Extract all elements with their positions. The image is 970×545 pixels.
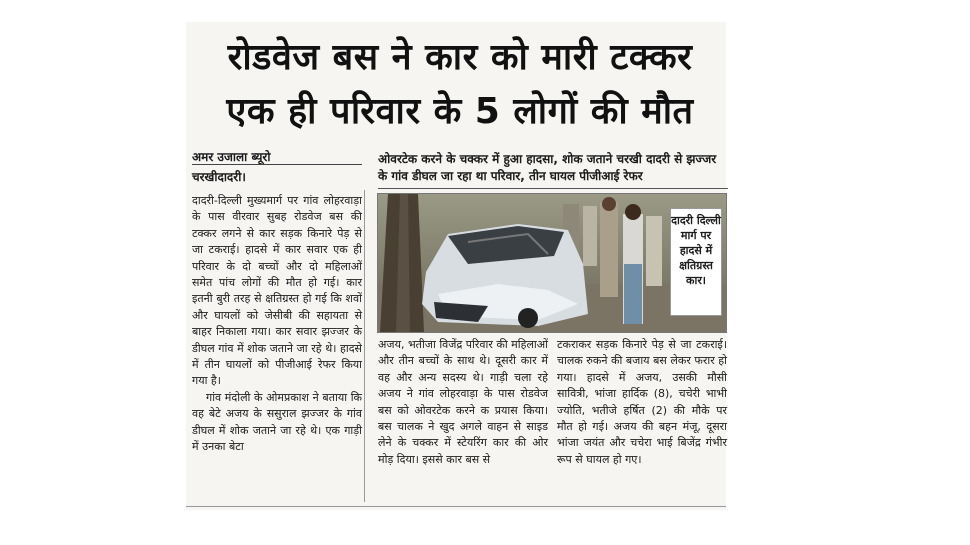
column-divider (364, 190, 365, 502)
photo-caption: दादरी दिल्ली मार्ग पर हादसे में क्षतिग्रस्त कार। (670, 208, 722, 316)
bottom-divider (186, 506, 726, 507)
dateline: चरखीदादरी। (192, 170, 246, 184)
subheadline-divider (378, 188, 728, 189)
article-column-1 (192, 193, 362, 456)
article-column-3 (557, 337, 727, 468)
byline-divider (192, 164, 362, 165)
headline-line-2: एक ही परिवार के 5 लोगों की मौत (226, 91, 694, 132)
article-paragraph: गांव मंदोली के ओमप्रकाश ने बताया कि वह बेटे अजय के ससुराल झज्जर के गांव डीघल में शोक जताने जा रहे थे। एक गाड़ी में उनका बेटा (192, 390, 362, 454)
subheadline: ओवरटेक करने के चक्कर में हुआ हादसा, शोक जताने चरखी दादरी से झज्जर के गांव डीघल जा रहा था परिवार, तीन घायल पीजीआई रेफर (378, 152, 717, 183)
article-paragraph: दादरी-दिल्ली मुख्यमार्ग पर गांव लोहरवाड़ा के पास वीरवार सुबह रोडवेज बस की टक्कर लगने से कार सड़क किनारे पेड़ से जा टकराई। हादसे में कार सवार एक ही परिवार के दो बच्चों और दो महिलाओं समेत पांच लोगों की मौत हो गई। कार इतनी बुरी तरह से क्षतिग्रस्त हो गई कि शवों और घायलों को जेसीबी की सहायता से बाहर निकाला गया। कार सवार झज्जर के डीघल गांव में शोक जताने जा रहे थे। हादसे में तीन घायलों को पीजीआई रेफर किया गया है। (192, 194, 362, 388)
byline: अमर उजाला ब्यूरो (192, 150, 271, 164)
article-column-2 (378, 337, 548, 468)
article-paragraph: अजय, भतीजा विजेंद्र परिवार की महिलाओं और तीन बच्चों के साथ थे। दूसरी कार में वह और अन्य सदस्य थे। गाड़ी चला रहे अजय ने गांव लोहरवाड़ा के पास रोडवेज बस को ओवरटेक करने क प्रयास किया। बस चालक ने खुद अगले वाहन से साइड लेने के चक्कर में स्टेयरिंग कार की ओर मोड़ दिया। इससे कार बस से (378, 338, 548, 466)
article-paragraph: टकराकर सड़क किनारे पेड़ से जा टकराई। चालक रुकने की बजाय बस लेकर फरार हो गया। हादसे में अजय, उसकी मौसी सावित्री, भांजा हार्दिक (8), चचेरी भाभी ज्योति, भतीजे हर्षित (2) की मौके पर मौत हो गई। अजय की बहन मंजू, दूसरा भांजा जयंत और चचेरा भाई बिजेंद्र गंभीर रूप से घायल हो गए। (557, 338, 727, 466)
headline-line-1: रोडवेज बस ने कार को मारी टक्कर (227, 37, 693, 78)
